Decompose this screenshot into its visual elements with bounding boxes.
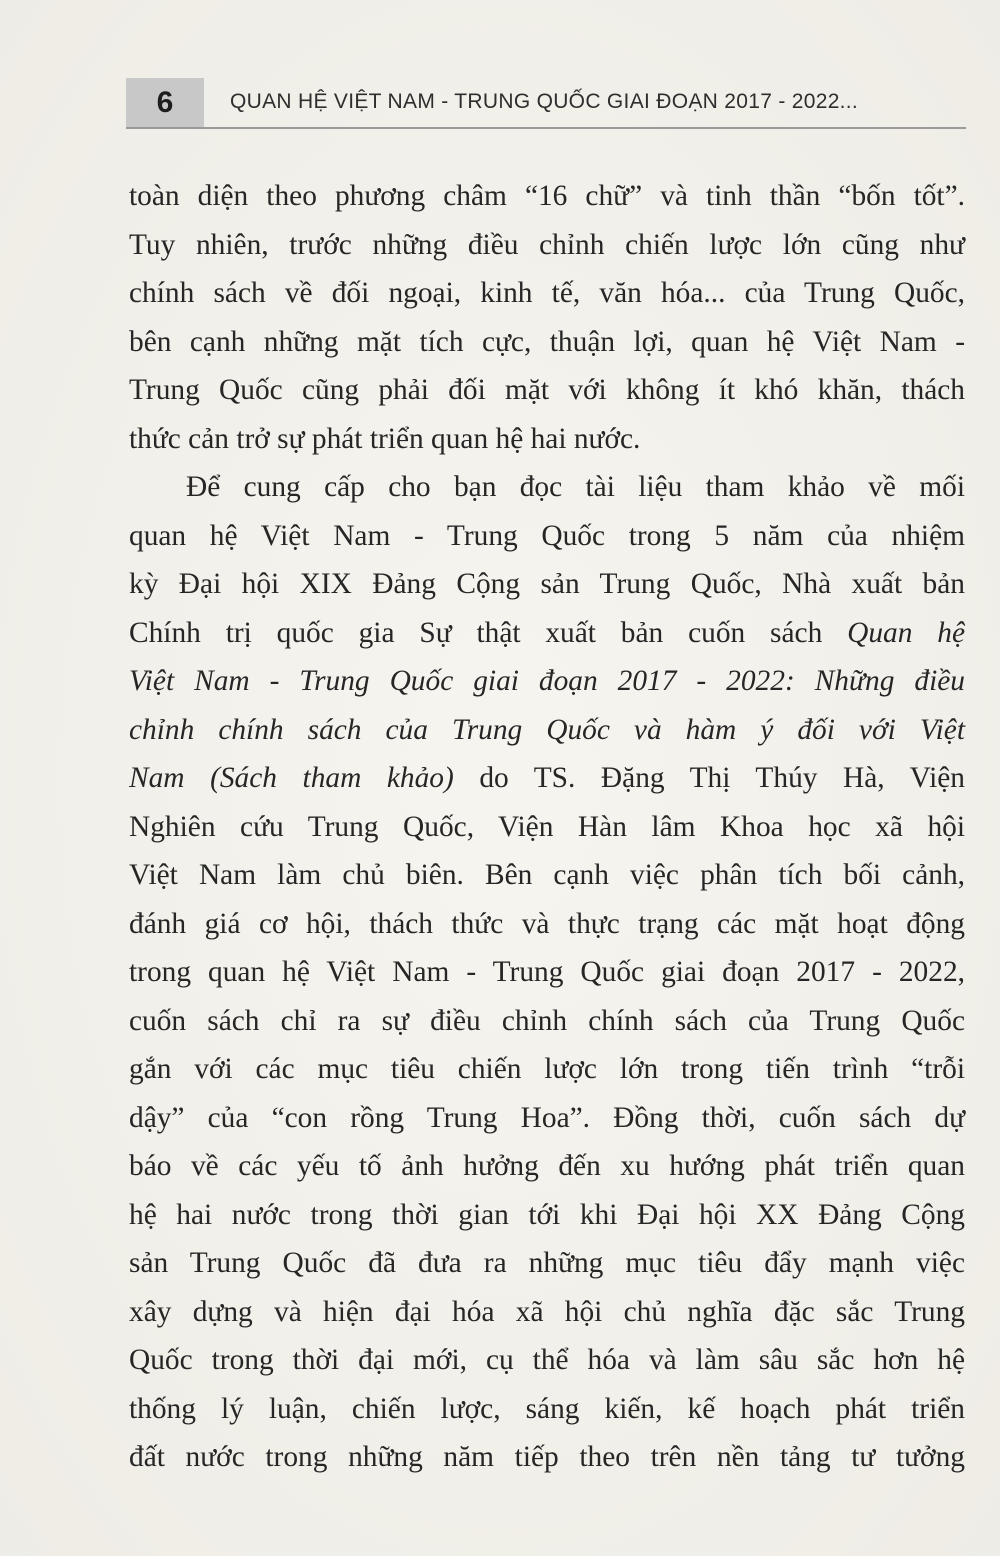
paragraph-1 bbox=[129, 172, 965, 463]
text-line: Quốc trong thời đại mới, cụ thể hóa và làm sâu sắc hơn hệ bbox=[129, 1344, 965, 1376]
book-title-run: Quan hệ bbox=[847, 616, 965, 649]
text-line: toàn diện theo phương châm “16 chữ” và tinh thần “bốn tốt”. bbox=[129, 180, 965, 212]
text-line: Tuy nhiên, trước những điều chỉnh chiến lược lớn cũng như bbox=[129, 228, 965, 261]
book-title-line: Việt Nam - Trung Quốc giai đoạn 2017 - 2022: Những điều bbox=[129, 665, 965, 697]
text-line: Việt Nam làm chủ biên. Bên cạnh việc phân tích bối cảnh, bbox=[129, 859, 965, 891]
text-line: trong quan hệ Việt Nam - Trung Quốc giai đoạn 2017 - 2022, bbox=[129, 956, 965, 988]
header-divider bbox=[126, 127, 966, 129]
book-title-run: Nam (Sách tham khảo) bbox=[129, 762, 454, 794]
text-line: đánh giá cơ hội, thách thức và thực trạng các mặt hoạt động bbox=[129, 907, 965, 940]
text-run: Chính trị quốc gia Sự thật xuất bản cuốn sách bbox=[129, 616, 848, 649]
text-line: xây dựng và hiện đại hóa xã hội chủ nghĩa đặc sắc Trung bbox=[129, 1295, 965, 1328]
text-line: Trung Quốc cũng phải đối mặt với không ít khó khăn, thách bbox=[129, 374, 965, 406]
text-line-mixed bbox=[129, 609, 965, 658]
page-number: 6 bbox=[156, 86, 174, 119]
book-title-line: chỉnh chính sách của Trung Quốc và hàm ý đối với Việt bbox=[129, 713, 965, 746]
text-line: quan hệ Việt Nam - Trung Quốc trong 5 năm của nhiệm bbox=[129, 519, 965, 552]
text-line: thống lý luận, chiến lược, sáng kiến, kế hoạch phát triển bbox=[129, 1392, 965, 1425]
text-line: Để cung cấp cho bạn đọc tài liệu tham khảo về mối bbox=[186, 471, 965, 503]
text-line: báo về các yếu tố ảnh hưởng đến xu hướng phát triển quan bbox=[129, 1150, 965, 1182]
text-line-mixed bbox=[129, 754, 965, 803]
page-number-box bbox=[126, 78, 204, 128]
text-line: bên cạnh những mặt tích cực, thuận lợi, quan hệ Việt Nam - bbox=[129, 325, 965, 358]
text-line: thức cản trở sự phát triển quan hệ hai nước. bbox=[129, 422, 641, 455]
text-line: đất nước trong những năm tiếp theo trên nền tảng tư tưởng bbox=[129, 1441, 965, 1473]
text-line: Nghiên cứu Trung Quốc, Viện Hàn lâm Khoa học xã hội bbox=[129, 810, 965, 843]
text-line: chính sách về đối ngoại, kinh tế, văn hóa... của Trung Quốc, bbox=[129, 277, 965, 309]
text-line: dậy” của “con rồng Trung Hoa”. Đồng thời, cuốn sách dự bbox=[129, 1101, 965, 1134]
text-line: hệ hai nước trong thời gian tới khi Đại hội XX Đảng Cộng bbox=[129, 1198, 965, 1231]
text-line: kỳ Đại hội XIX Đảng Cộng sản Trung Quốc, Nhà xuất bản bbox=[129, 568, 965, 600]
paragraph-2 bbox=[129, 463, 965, 1482]
body-text bbox=[129, 172, 965, 1482]
text-line: sản Trung Quốc đã đưa ra những mục tiêu đẩy mạnh việc bbox=[129, 1247, 965, 1279]
text-line: cuốn sách chỉ ra sự điều chỉnh chính sách của Trung Quốc bbox=[129, 1004, 965, 1037]
page-header bbox=[126, 78, 966, 128]
text-line: gắn với các mục tiêu chiến lược lớn trong tiến trình “trỗi bbox=[129, 1053, 965, 1085]
running-title: QUAN HỆ VIỆT NAM - TRUNG QUỐC GIAI ĐOẠN 2017 - 2022... bbox=[230, 90, 859, 113]
text-run: do TS. Đặng Thị Thúy Hà, Viện bbox=[453, 762, 966, 794]
